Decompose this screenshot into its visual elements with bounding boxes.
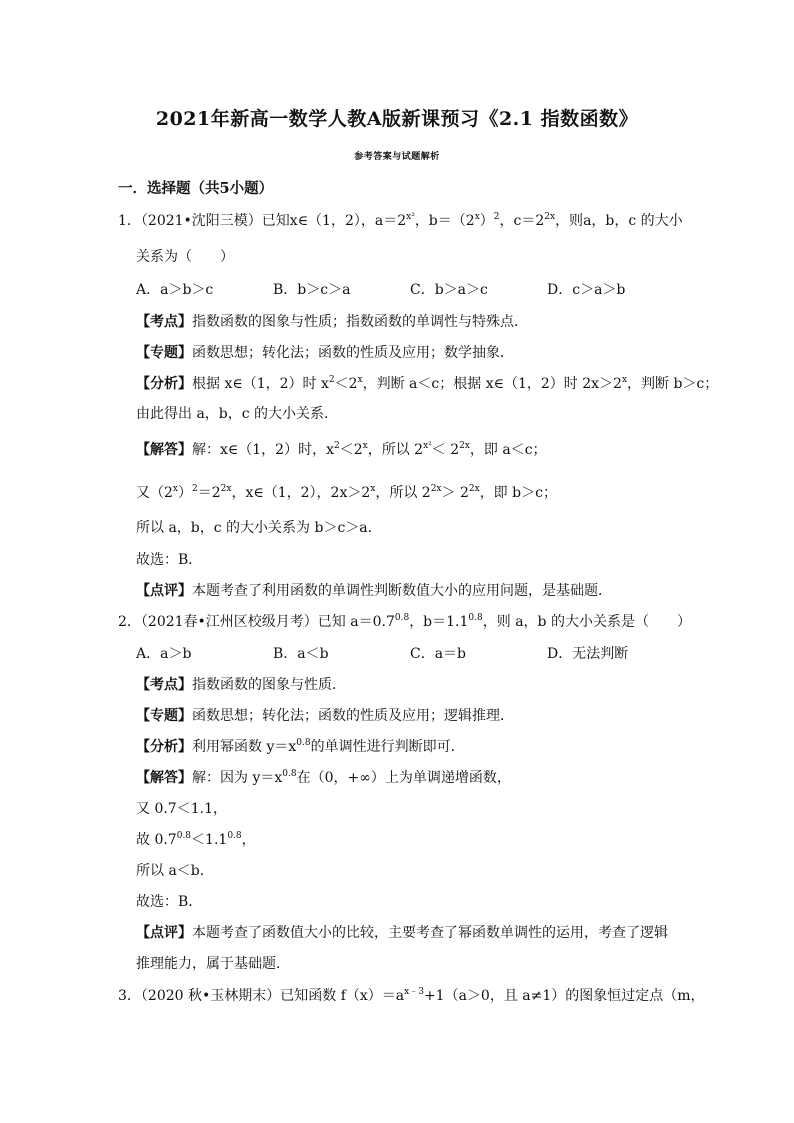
q1-fenxi-line2: 由此得出 a，b，c 的大小关系． — [136, 406, 339, 422]
q1-jieda-line2: 又$(2^x)^2=2^{2x}$，x∈（1，2），$2x>2^x$，所以 $2^{2x}> 2^{2x}$，即 b＞c； — [136, 484, 557, 501]
q3-stem: 3．（2020 秋•玉林期末）已知函数 $f(x)=a^{x﹣3}+1(a>0$，且 a≠1）的图象恒过定点（m， — [118, 987, 705, 1004]
q1-stem-line2: 关系为（ ） — [136, 249, 234, 265]
q1-option-c: C．b＞a＞c — [410, 282, 488, 298]
q2-stem: 2．（2021春•江州区校级月考）已知 $a=0.7^{0.8}$，$b=1.1^{0.8}$，则 a，b 的大小关系是（ ） — [118, 613, 691, 630]
q1-jieda-line3: 所以 a，b，c 的大小关系为 b＞c＞a． — [136, 520, 382, 536]
q1-option-d: D．c＞a＞b — [547, 282, 626, 298]
q2-jieda-line3: 故 $0.7^{0.8}<1.1^{0.8}$， — [136, 831, 256, 848]
q2-options — [136, 644, 684, 664]
q1-answer: 故选：B． — [136, 552, 203, 568]
q2-option-c: C．a＝b — [410, 646, 467, 662]
q2-dianping-line1: 【点评】本题考查了函数值大小的比较，主要考查了幂函数单调性的运用，考查了逻辑 — [136, 925, 668, 941]
q2-kaodian: 【考点】指数函数的图象与性质． — [136, 677, 346, 693]
q1-option-b: B．b＞c＞a — [273, 282, 351, 298]
q2-option-a: A．a＞b — [136, 646, 192, 662]
q2-answer: 故选：B． — [136, 894, 203, 910]
q2-jieda-line1: 【解答】解：因为 $y=x^{0.8}$在（0，+∞）上为单调递增函数， — [136, 769, 511, 786]
q1-kaodian: 【考点】指数函数的图象与性质；指数函数的单调性与特殊点． — [136, 314, 528, 330]
page-subtitle: 参考答案与试题解析 — [354, 152, 440, 162]
q1-option-a: A．a＞b＞c — [136, 282, 214, 298]
q2-dianping-line2: 推理能力，属于基础题． — [136, 956, 290, 972]
section-heading: 一．选择题（共5小题） — [118, 180, 274, 197]
q2-option-d: D．无法判断 — [547, 646, 629, 662]
q1-stem-line1: 1．（2021•沈阳三模）已知x∈（1，2），$a=2^{x^2}$，$b=(2^x)^2$，$c=2^{2x}$，则a，b，c 的大小 — [118, 212, 683, 229]
q1-zhuanti: 【专题】函数思想；转化法；函数的性质及应用；数学抽象． — [136, 345, 514, 361]
q1-fenxi-line1: 【分析】根据 x∈（1，2）时 $x^2<2^x$，判断 a＜c；根据 x∈（1，2）时 $2x>2^x$，判断 b＞c； — [136, 375, 719, 392]
q2-zhuanti: 【专题】函数思想；转化法；函数的性质及应用；逻辑推理． — [136, 708, 514, 724]
q2-fenxi: 【分析】利用幂函数 $y=x^{0.8}$的单调性进行判断即可． — [136, 738, 465, 755]
q1-jieda-line1: 【解答】解：x∈（1，2）时，$x^2<2^x$，所以 $2^{x^2}< 2^{2x}$，即 a＜c； — [136, 441, 547, 458]
page-title: 2021年新高一数学人教A版新课预习《2.1 指数函数》 — [155, 108, 639, 130]
q2-jieda-line4: 所以 a＜b． — [136, 863, 214, 879]
q1-dianping: 【点评】本题考查了利用函数的单调性判断数值大小的应用问题，是基础题． — [136, 583, 612, 599]
q2-jieda-line2: 又 0.7＜1.1， — [136, 801, 227, 817]
q1-options — [136, 280, 684, 300]
q2-option-b: B．a＜b — [273, 646, 329, 662]
